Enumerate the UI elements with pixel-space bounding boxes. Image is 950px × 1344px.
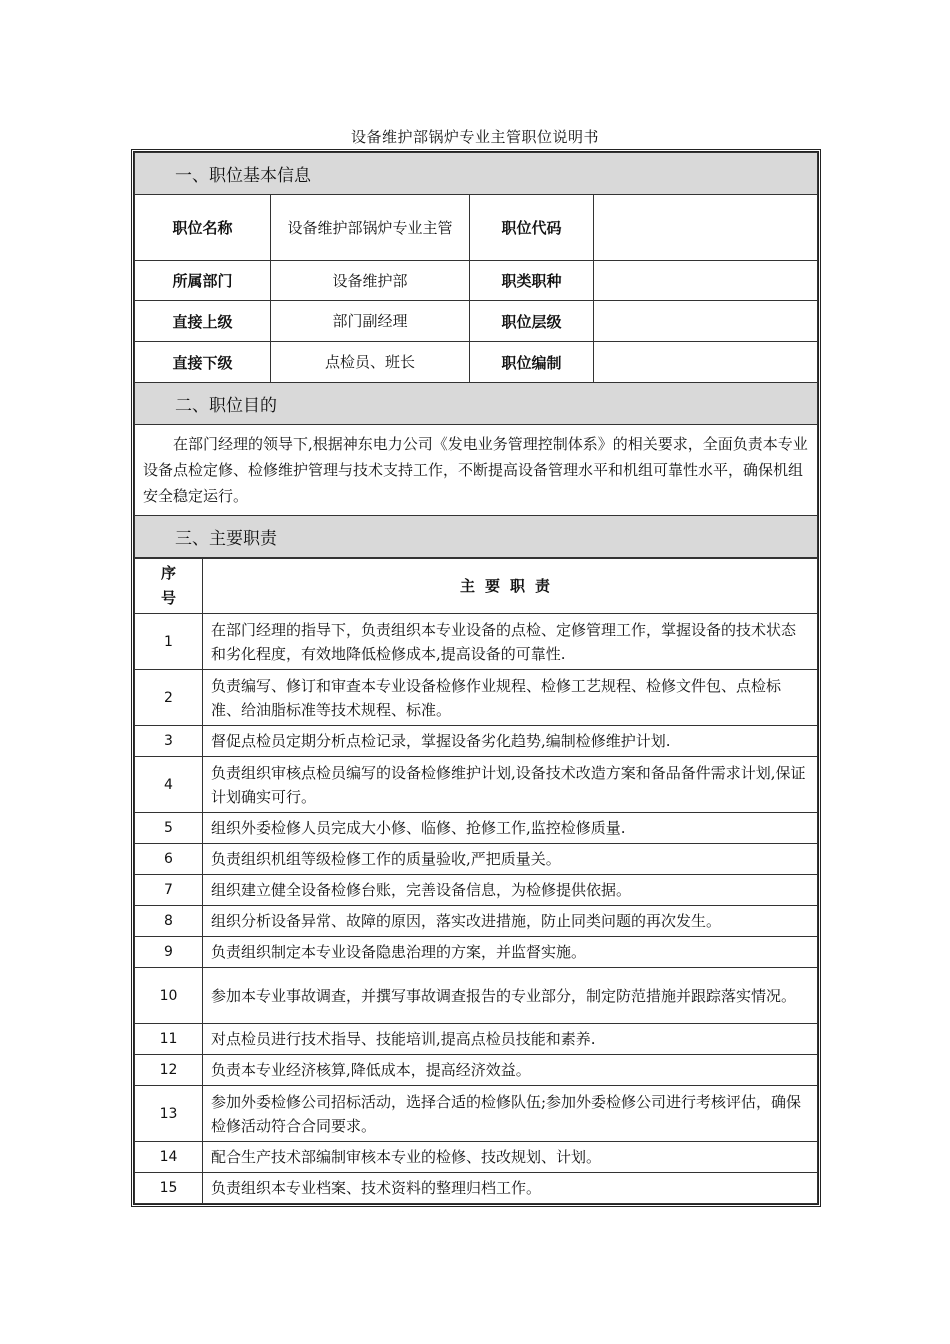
header-number: 序号: [135, 559, 203, 614]
duty-row: [135, 1086, 818, 1142]
value-headcount: [594, 342, 818, 383]
value-position-level: [594, 301, 818, 342]
duty-text: 组织建立健全设备检修台账，完善设备信息，为检修提供依据。: [203, 875, 818, 906]
duty-number: 10: [135, 968, 203, 1024]
section-purpose: 二、职位目的: [135, 383, 818, 425]
value-direct-superior: 部门副经理: [271, 301, 470, 342]
duty-text: 组织外委检修人员完成大小修、临修、抢修工作,监控检修质量.: [203, 813, 818, 844]
label-job-category: 职类职种: [470, 261, 594, 301]
duty-text: 负责组织审核点检员编写的设备检修维护计划,设备技术改造方案和备品备件需求计划,保证计划确实可行。: [203, 757, 818, 813]
info-row: [135, 301, 818, 342]
basic-info-table: [134, 152, 818, 558]
section-duties: 三、主要职责: [135, 516, 818, 558]
duty-number: 7: [135, 875, 203, 906]
duty-number: 8: [135, 906, 203, 937]
value-position-code: [594, 195, 818, 261]
duty-text: 负责本专业经济核算,降低成本，提高经济效益。: [203, 1055, 818, 1086]
duty-row: [135, 844, 818, 875]
section-header-row: [135, 516, 818, 558]
duty-row: [135, 726, 818, 757]
duty-number: 13: [135, 1086, 203, 1142]
info-row: [135, 261, 818, 301]
duty-text: 对点检员进行技术指导、技能培训,提高点检员技能和素养.: [203, 1024, 818, 1055]
document-title: 设备维护部锅炉专业主管职位说明书: [350, 128, 599, 146]
section-header-row: [135, 383, 818, 425]
duty-text: 负责组织本专业档案、技术资料的整理归档工作。: [203, 1173, 818, 1204]
duty-text: 参加外委检修公司招标活动，选择合适的检修队伍;参加外委检修公司进行考核评估，确保检修活动符合合同要求。: [203, 1086, 818, 1142]
duties-table: [134, 558, 818, 1204]
duty-row: [135, 670, 818, 726]
duty-row: [135, 1173, 818, 1204]
label-position-code: 职位代码: [470, 195, 594, 261]
duty-text: 负责编写、修订和审查本专业设备检修作业规程、检修工艺规程、检修文件包、点检标准、给油脂标准等技术规程、标准。: [203, 670, 818, 726]
value-direct-subordinate: 点检员、班长: [271, 342, 470, 383]
duty-number: 12: [135, 1055, 203, 1086]
label-direct-superior: 直接上级: [135, 301, 271, 342]
duty-row: [135, 1024, 818, 1055]
duty-text: 负责组织机组等级检修工作的质量验收,严把质量关。: [203, 844, 818, 875]
duty-text: 组织分析设备异常、故障的原因，落实改进措施，防止同类问题的再次发生。: [203, 906, 818, 937]
value-job-category: [594, 261, 818, 301]
label-position-name: 职位名称: [135, 195, 271, 261]
purpose-row: [135, 425, 818, 516]
header-duties: 主要职责: [203, 559, 818, 614]
section-header-row: [135, 153, 818, 195]
duty-number: 2: [135, 670, 203, 726]
duty-number: 1: [135, 614, 203, 670]
duty-row: [135, 813, 818, 844]
label-direct-subordinate: 直接下级: [135, 342, 271, 383]
duties-list: [135, 559, 818, 1204]
duty-row: [135, 875, 818, 906]
duty-text: 参加本专业事故调查，并撰写事故调查报告的专业部分，制定防范措施并跟踪落实情况。: [203, 968, 818, 1024]
label-position-level: 职位层级: [470, 301, 594, 342]
duty-text: 在部门经理的指导下，负责组织本专业设备的点检、定修管理工作，掌握设备的技术状态和劣化程度，有效地降低检修成本,提高设备的可靠性.: [203, 614, 818, 670]
duty-number: 15: [135, 1173, 203, 1204]
duty-number: 3: [135, 726, 203, 757]
value-position-name: 设备维护部锅炉专业主管: [271, 195, 470, 261]
label-headcount: 职位编制: [470, 342, 594, 383]
duty-row: [135, 968, 818, 1024]
duties-header-row: [135, 559, 818, 614]
duty-text: 负责组织制定本专业设备隐患治理的方案，并监督实施。: [203, 937, 818, 968]
duty-text: 督促点检员定期分析点检记录，掌握设备劣化趋势,编制检修维护计划.: [203, 726, 818, 757]
duty-number: 9: [135, 937, 203, 968]
duty-row: [135, 614, 818, 670]
duty-row: [135, 757, 818, 813]
duty-number: 14: [135, 1142, 203, 1173]
info-row: [135, 195, 818, 261]
duty-row: [135, 1142, 818, 1173]
purpose-text: 在部门经理的领导下,根据神东电力公司《发电业务管理控制体系》的相关要求，全面负责本专业设备点检定修、检修维护管理与技术支持工作，不断提高设备管理水平和机组可靠性水平，确保机组安全稳定运行。: [135, 425, 818, 516]
duty-number: 6: [135, 844, 203, 875]
duty-number: 4: [135, 757, 203, 813]
value-department: 设备维护部: [271, 261, 470, 301]
label-department: 所属部门: [135, 261, 271, 301]
duty-text: 配合生产技术部编制审核本专业的检修、技改规划、计划。: [203, 1142, 818, 1173]
job-description-form: [131, 149, 821, 1207]
section-basic-info: 一、职位基本信息: [135, 153, 818, 195]
duty-number: 11: [135, 1024, 203, 1055]
duty-row: [135, 1055, 818, 1086]
duty-row: [135, 937, 818, 968]
duty-row: [135, 906, 818, 937]
duty-number: 5: [135, 813, 203, 844]
info-row: [135, 342, 818, 383]
